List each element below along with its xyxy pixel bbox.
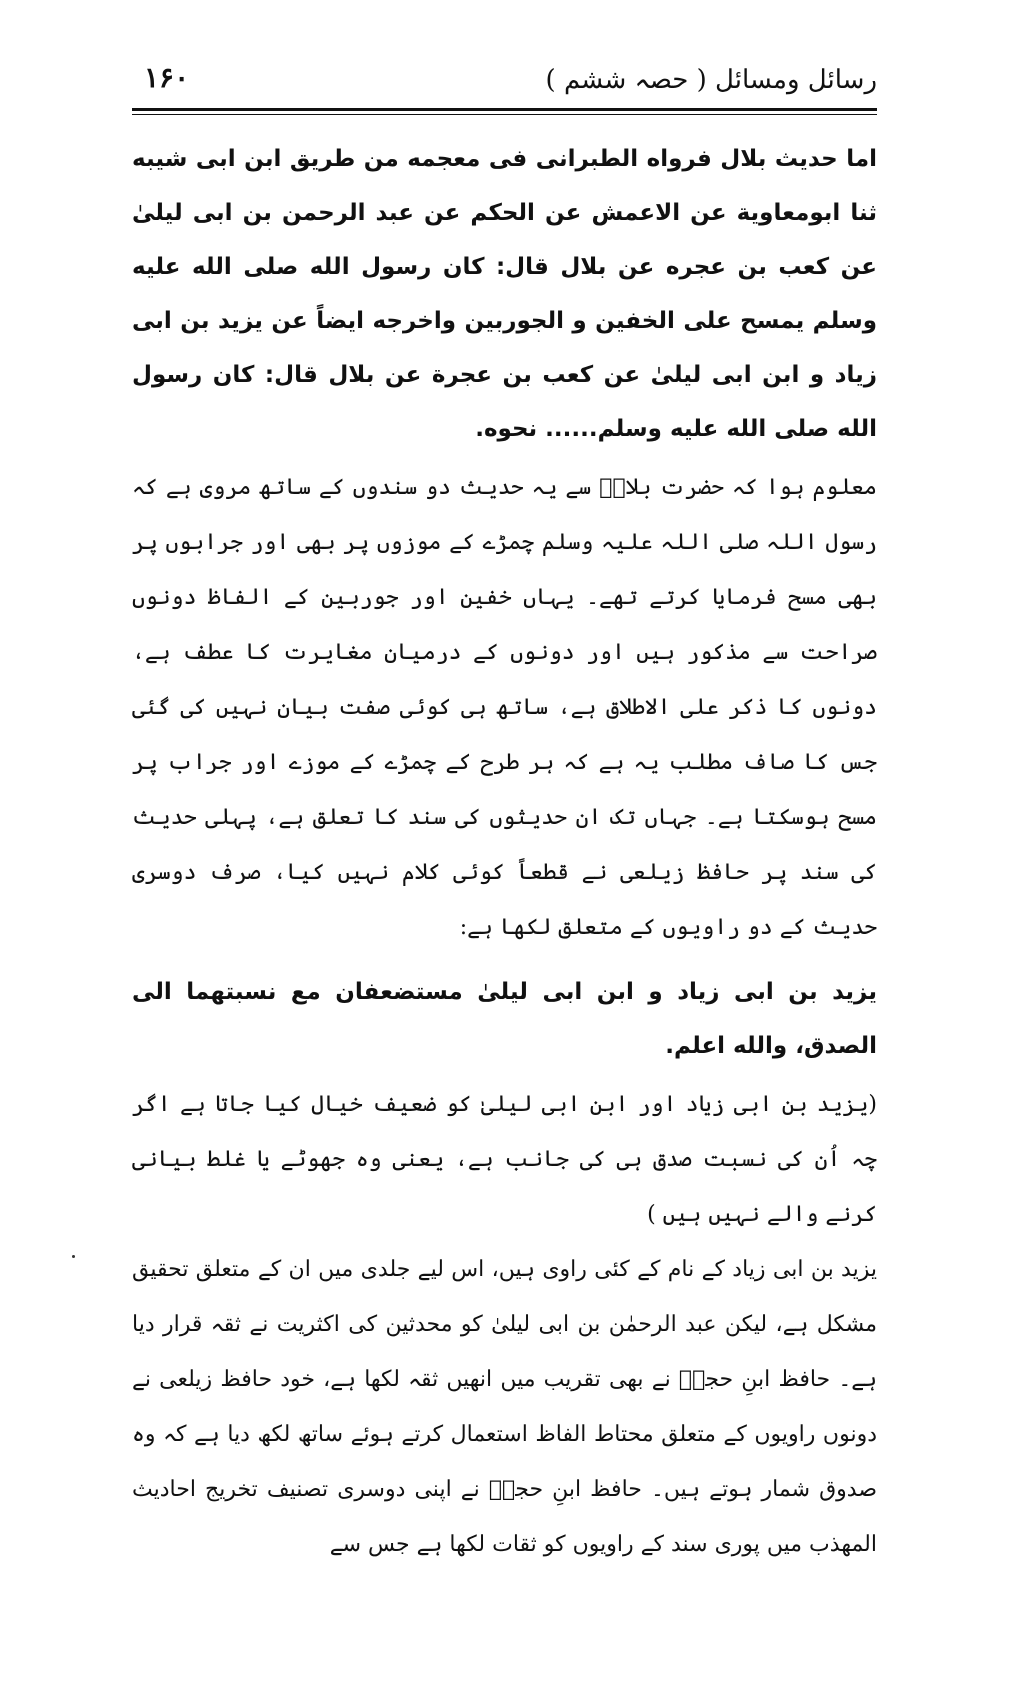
page-header [132,58,877,106]
urdu-paragraph-translation: (یزید بن ابی زیاد اور ابن ابی لیلیٰ کو ضعیف خیال کیا جاتا ہے اگر چہ اُن کی نسبت صدق ہی کی جانب ہے، یعنی وہ جھوٹے یا غلط بیانی کرنے والے نہیں ہیں ) [132,1092,877,1227]
header-rule [132,108,877,111]
urdu-paragraph-narrators: یزید بن ابی زیاد کے نام کے کئی راوی ہیں، اس لیے جلدی میں ان کے متعلق تحقیق مشکل ہے، لیکن عبد الرحمٰن بن ابی لیلیٰ کو محدثین کی اکثریت نے ثقہ قرار دیا ہے۔ حافظ ابنِ حجرؒ نے بھی تقریب میں انھیں ثقہ لکھا ہے، خود حافظ زیلعی نے دونوں راویوں کے متعلق محتاط الفاظ استعمال کرتے ہوئے ساتھ لکھ دیا ہے کہ وہ صدوق شمار ہوتے ہیں۔ حافظ ابنِ حجرؒ نے اپنی دوسری تصنیف تخریج احادیث المھذب میں پوری سند کے راویوں کو ثقات لکھا ہے جس سے [132,1257,877,1557]
page-number: ۱۶۰ [144,61,190,94]
arabic-quote-zailai: يزيد بن ابی زياد و ابن ابی ليلیٰ مستضعفان مع نسبتهما الى الصدق، والله اعلم. [132,979,877,1059]
urdu-paragraph-explanation: معلوم ہوا کہ حضرت بلالؓ سے یہ حدیث دو سندوں کے ساتھ مروی ہے کہ رسول اللہ صلی اللہ علیہ وسلم چمڑے کے موزوں پر بھی اور جرابوں پر بھی مسح فرمایا کرتے تھے۔ یہاں خفین اور جوربین کے الفاظ دونوں صراحت سے مذکور ہیں اور دونوں کے درمیان مغایرت کا عطف ہے، دونوں کا ذکر علی الاطلاق ہے، ساتھ ہی کوئی صفت بیان نہیں کی گئی جس کا صاف مطلب یہ ہے کہ ہر طرح کے چمڑے کے موزے اور جراب پر مسح ہوسکتا ہے۔ جہاں تک ان حدیثوں کی سند کا تعلق ہے، پہلی حدیث کی سند پر حافظ زیلعی نے قطعاً کوئی کلام نہیں کیا، صرف دوسری حدیث کے دو راویوں کے متعلق لکھا ہے: [132,475,877,940]
page-body [132,132,877,1572]
arabic-quote-bilal-hadith: اما حديث بلال فرواه الطبرانی فی معجمه من طريق ابن ابی شيبه ثنا ابومعاوية عن الاعمش عن الحكم عن عبد الرحمن بن ابی ليلیٰ عن كعب بن عجره عن بلال قال: كان رسول الله صلى الله عليه وسلم يمسح على الخفين و الجوربين واخرجه ايضاً عن يزيد بن ابی زياد و ابن ابی ليلیٰ عن كعب بن عجرة عن بلال قال: كان رسول الله صلى الله عليه وسلم...... نحوه. [132,146,877,442]
scan-speck [72,1255,75,1258]
running-title: رسائل ومسائل ( حصہ ششم ) [545,65,877,95]
header-rule-thin [132,114,877,115]
